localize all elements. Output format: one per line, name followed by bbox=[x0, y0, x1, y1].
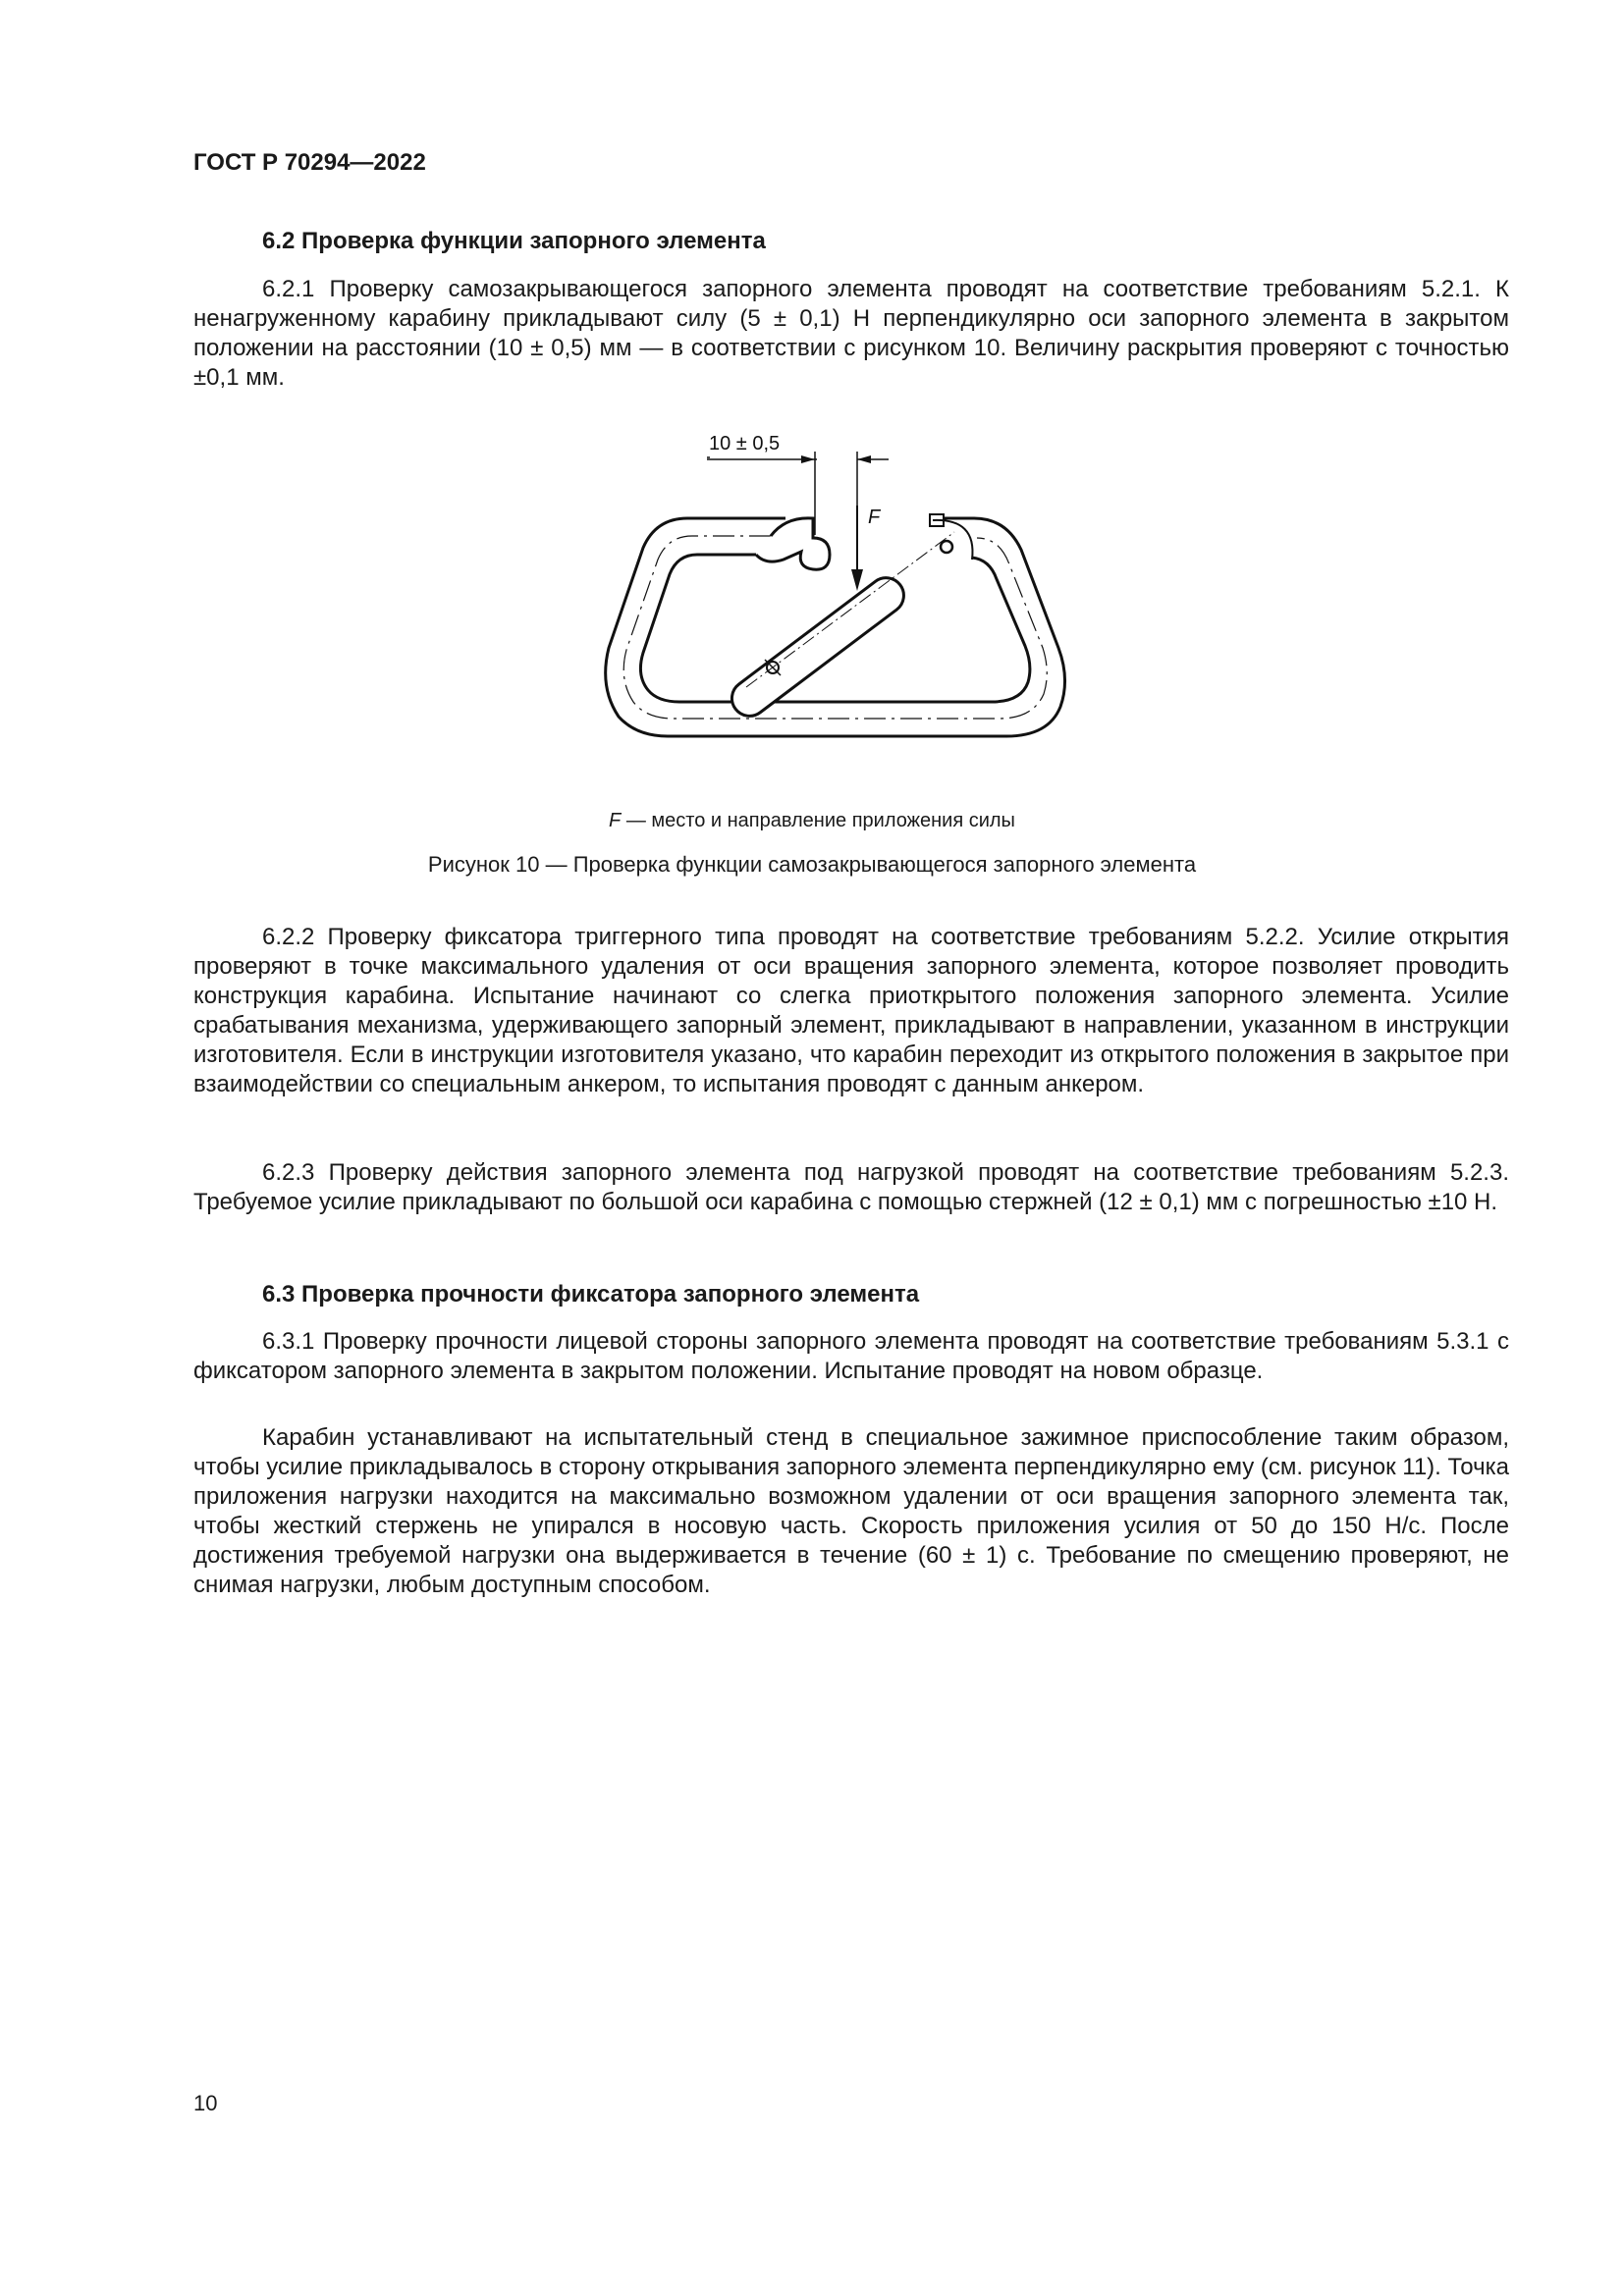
force-label: F bbox=[868, 507, 881, 528]
figure-legend: F — место и направление приложения силы bbox=[609, 810, 1015, 831]
document-header: ГОСТ Р 70294—2022 bbox=[193, 149, 426, 176]
paragraph-6-2-2: 6.2.2 Проверку фиксатора триггерного типа проводят на соответствие требованиям 5.2.2. Усилие открытия проверяют в точке максимального удаления от оси вращения запорного элемента, которое позволяет проводить конструкция карабина. Испытание начинают со слегка приоткрытого положения запорного элемента. Усилие срабатывания механизма, удерживающего запорный элемент, прикладывают в направлении, указанном в инструкции изготовителя. Если в инструкции изготовителя указано, что карабин переходит из открытого положения в закрытое при взаимодействии со специальным анкером, то испытания проводят с данным анкером. bbox=[193, 924, 1509, 1097]
dimension-arrow-right bbox=[857, 455, 871, 463]
dimension-arrow-left bbox=[801, 455, 815, 463]
paragraph-6-3-1-continued: Карабин устанавливают на испытательный стенд в специальное зажимное приспособление таким образом, чтобы усилие прикладывалось в сторону открывания запорного элемента перпендикулярно ему (см. рисунок 11). Точка приложения нагрузки находится на максимально возможном удалении от оси вращения запорного элемента так, чтобы жесткий стержень не упирался в носовую часть. Скорость приложения усилия от 50 до 150 Н/с. После достижения требуемой нагрузки она выдерживается в течение (60 ± 1) с. Требование по смещению проверяют, не снимая нагрузки, любым доступным способом. bbox=[193, 1424, 1509, 1598]
carabiner-nose-hook bbox=[756, 518, 830, 569]
force-arrow-head bbox=[851, 569, 863, 591]
section-6-3-title: 6.3 Проверка прочности фиксатора запорного элемента bbox=[262, 1281, 920, 1308]
section-6-2-title: 6.2 Проверка функции запорного элемента bbox=[262, 228, 766, 254]
figure-10-carabiner-diagram bbox=[589, 422, 1100, 795]
dimension-label: 10 ± 0,5 bbox=[709, 433, 781, 454]
carabiner-gate bbox=[725, 570, 910, 722]
figure-caption: Рисунок 10 — Проверка функции самозакрывающегося запорного элемента bbox=[427, 852, 1197, 877]
gate-hinge-pin bbox=[941, 541, 952, 553]
paragraph-6-2-3: 6.2.3 Проверку действия запорного элемента под нагрузкой проводят на соответствие требованиям 5.2.3. Требуемое усилие прикладывают по большой оси карабина с помощью стержней (12 ± 0,1) мм с погрешностью ±10 Н. bbox=[193, 1159, 1509, 1215]
paragraph-6-2-1: 6.2.1 Проверку самозакрывающегося запорного элемента проводят на соответствие требованиям 5.2.1. К ненагруженному карабину прикладывают силу (5 ± 0,1) Н перпендикулярно оси запорного элемента в закрытом положении на расстоянии (10 ± 0,5) мм — в соответствии с рисунком 10. Величину раскрытия проверяют с точностью ±0,1 мм. bbox=[193, 276, 1509, 391]
paragraph-6-3-1: 6.3.1 Проверку прочности лицевой стороны запорного элемента проводят на соответствие требованиям 5.3.1 с фиксатором запорного элемента в закрытом положении. Испытание проводят на новом образце. bbox=[193, 1328, 1509, 1384]
page-number: 10 bbox=[193, 2091, 218, 2115]
